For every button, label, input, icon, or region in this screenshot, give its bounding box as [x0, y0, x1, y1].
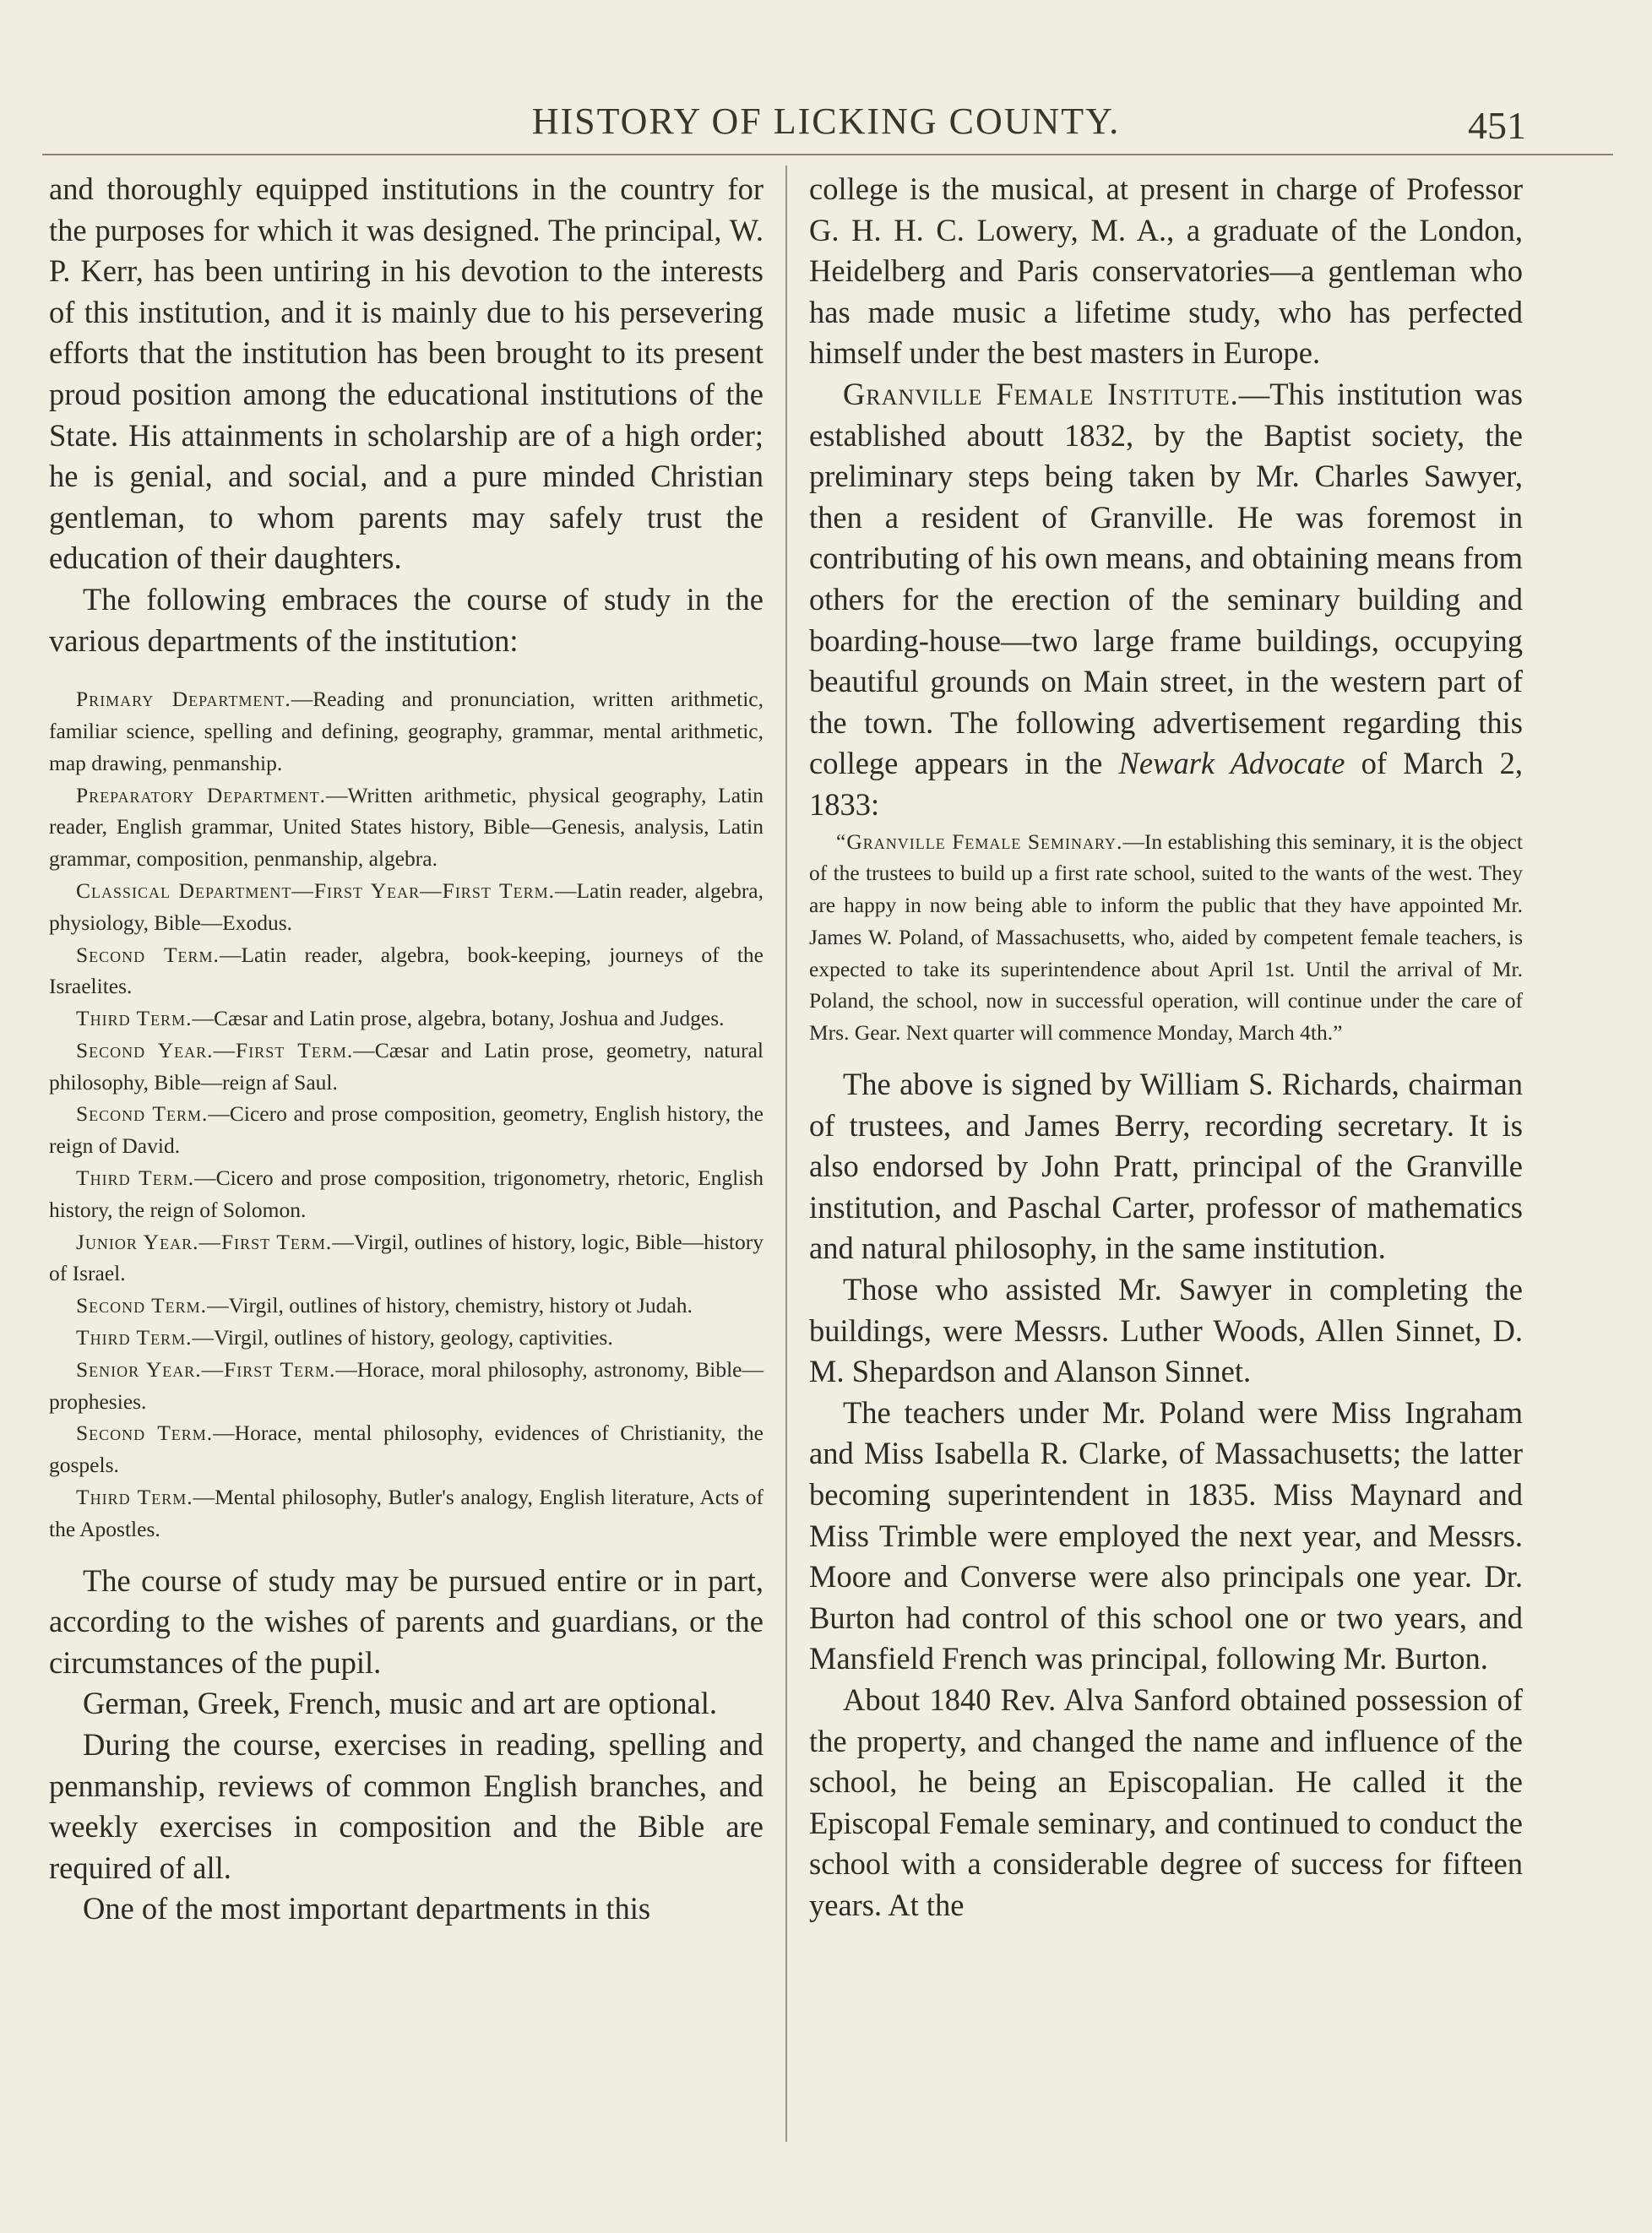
advertisement-quote: [809, 826, 1523, 1050]
section-heading: Granville Female Institute.: [843, 376, 1239, 411]
course-text: —Virgil, outlines of history, chemistry, history ot Judah.: [207, 1293, 693, 1318]
course-text: —Latin reader, algebra, book-keeping, journeys of the Israelites.: [49, 942, 764, 999]
course-text: —Horace, mental philosophy, evidences of Christianity, the gospels.: [49, 1421, 764, 1478]
course-entry: [49, 875, 764, 939]
course-heading: Third Term.: [76, 1485, 193, 1510]
course-entry: [49, 1035, 764, 1099]
course-entry: [49, 939, 764, 1003]
course-text: —Cicero and prose composition, trigonometry, rhetoric, English history, the reign of Solomon.: [49, 1165, 764, 1222]
course-text: —Horace, moral philosophy, astronomy, Bible—prophesies.: [49, 1356, 764, 1414]
course-text: —Virgil, outlines of history, geology, captivities.: [192, 1325, 613, 1350]
paragraph: The teachers under Mr. Poland were Miss Ingraham and Miss Isabella R. Clarke, of Massachusetts; the latter becoming superintendent in 1835. Miss Maynard and Miss Trimble were employed the next year, and Messrs. Moore and Converse were also principals one year. Dr. Burton had control of this school one or two years, and Mansfield French was principal, following Mr. Burton.: [809, 1394, 1523, 1676]
page-number: 451: [1468, 104, 1526, 147]
running-head: HISTORY OF LICKING COUNTY.: [531, 101, 1121, 142]
course-text: —Latin reader, algebra, physiology, Bible—Exodus.: [49, 877, 764, 935]
course-heading: Second Term.: [76, 1421, 214, 1446]
course-of-study: [49, 683, 764, 1546]
course-entry: [49, 1098, 764, 1162]
course-heading: Senior Year.—First Term.: [76, 1356, 336, 1382]
course-heading: Third Term.: [76, 1006, 193, 1031]
right-column: [809, 169, 1523, 1926]
course-text: —Reading and pronunciation, written arithmetic, familiar science, spelling and defining, geography, grammar, mental arithmetic, map drawing, penmanship.: [49, 687, 764, 775]
course-heading: Junior Year.—First Term.: [76, 1229, 333, 1254]
paragraph: The above is signed by William S. Richards, chairman of trustees, and James Berry, recording secretary. It is also endorsed by John Pratt, principal of the Granville institution, and Paschal Carter, professor of mathematics and natural philosophy, in the same institution.: [809, 1067, 1523, 1266]
course-entry: [49, 1417, 764, 1481]
paragraph: and thoroughly equipped institutions in the country for the purposes for which it was designed. The principal, W. P. Kerr, has been untiring in his devotion to the interests of this institution, and it is mainly due to his persevering efforts that the institution has been brought to its present proud position among the educational institutions of the State. His attainments in scholarship are of a high order; he is genial, and social, and a pure minded Christian gentleman, to whom parents may safely trust the education of their daughters.: [49, 171, 764, 576]
course-entry: [49, 780, 764, 875]
course-heading: Second Year.—First Term.: [76, 1037, 354, 1062]
quote-text: —In establishing this seminary, it is the object of the trustees to build up a first rate school, suited to the wants of the west. They are happy in now being able to inform the public that they have appointed Mr. James W. Poland, of Massachusetts, who, aided by competent female teachers, is expected to take its superintendence about April 1st. Until the arrival of Mr. Poland, the school, now in successful operation, will continue under the care of Mrs. Gear. Next quarter will commence Monday, March 4th.”: [809, 829, 1523, 1046]
course-entry: [49, 1481, 764, 1546]
course-heading: Second Term.: [76, 1101, 209, 1127]
header-rule: [42, 154, 1613, 155]
course-heading: Primary Department.: [76, 687, 291, 712]
course-entry: [49, 1290, 764, 1322]
course-text: —Virgil, outlines of history, logic, Bible—history of Israel.: [49, 1229, 764, 1286]
column-divider: [785, 166, 787, 2142]
course-entry: [49, 1322, 764, 1354]
course-text: —Cæsar and Latin prose, algebra, botany, Joshua and Judges.: [192, 1006, 725, 1031]
paragraph: The course of study may be pursued entire or in part, according to the wishes of parents and guardians, or the circumstances of the pupil.: [49, 1562, 764, 1680]
paragraph: One of the most important departments in this: [83, 1891, 651, 1926]
left-column: [49, 169, 764, 1930]
course-text: —Cicero and prose composition, geometry, English history, the reign of David.: [49, 1101, 764, 1159]
course-entry: [49, 1162, 764, 1226]
course-heading: Third Term.: [76, 1165, 195, 1191]
course-heading: Preparatory Department.: [76, 782, 326, 807]
quote-heading: “Granville Female Seminary.: [836, 829, 1123, 854]
newspaper-title: Newark Advocate: [1118, 746, 1345, 781]
course-heading: Classical Department—First Year—First Term.: [76, 877, 555, 903]
course-text: —Cæsar and Latin prose, geometry, natural philosophy, Bible—reign af Saul.: [49, 1037, 764, 1095]
course-entry: [49, 683, 764, 779]
course-heading: Second Term.: [76, 1293, 208, 1318]
paragraph: Granville Female Institute.—This institution was established aboutt 1832, by the Baptist society, the preliminary steps being taken by Mr. Charles Sawyer, then a resident of Granville. He was foremost in contributing of his own means, and obtaining means from others for the erection of the seminary building and boarding-house—two large frame buildings, occupying beautiful grounds on Main street, in the western part of the town. The following advertisement regarding this college appears in the Newark Advocate of March 2, 1833:: [809, 376, 1523, 822]
course-entry: [49, 1354, 764, 1418]
course-text: —Mental philosophy, Butler's analogy, English literature, Acts of the Apostles.: [49, 1485, 764, 1541]
paragraph: German, Greek, French, music and art are optional.: [83, 1686, 718, 1721]
course-heading: Third Term.: [76, 1325, 193, 1350]
course-text: —Written arithmetic, physical geography, Latin reader, English grammar, United States history, Bible—Genesis, analysis, Latin grammar, composition, penmanship, algebra.: [49, 782, 764, 872]
paragraph: During the course, exercises in reading, spelling and penmanship, reviews of common English branches, and weekly exercises in composition and the Bible are required of all.: [49, 1727, 764, 1885]
course-heading: Second Term.: [76, 942, 220, 967]
paragraph: college is the musical, at present in charge of Professor G. H. H. C. Lowery, M. A., a graduate of the London, Heidelberg and Paris conservatories—a gentleman who has made music a lifetime study, who has perfected himself under the best masters in Europe.: [809, 171, 1523, 371]
course-entry: [49, 1226, 764, 1290]
course-entry: [49, 1002, 764, 1035]
paragraph: The following embraces the course of study in the various departments of the institution:: [49, 581, 764, 658]
paragraph: About 1840 Rev. Alva Sanford obtained possession of the property, and changed the name and influence of the school, he being an Episcopalian. He called it the Episcopal Female seminary, and continued to conduct the school with a considerable degree of success for fifteen years. At the: [809, 1682, 1523, 1922]
paragraph: Those who assisted Mr. Sawyer in completing the buildings, were Messrs. Luther Woods, Allen Sinnet, D. M. Shepardson and Alanson Sinnet.: [809, 1272, 1523, 1389]
